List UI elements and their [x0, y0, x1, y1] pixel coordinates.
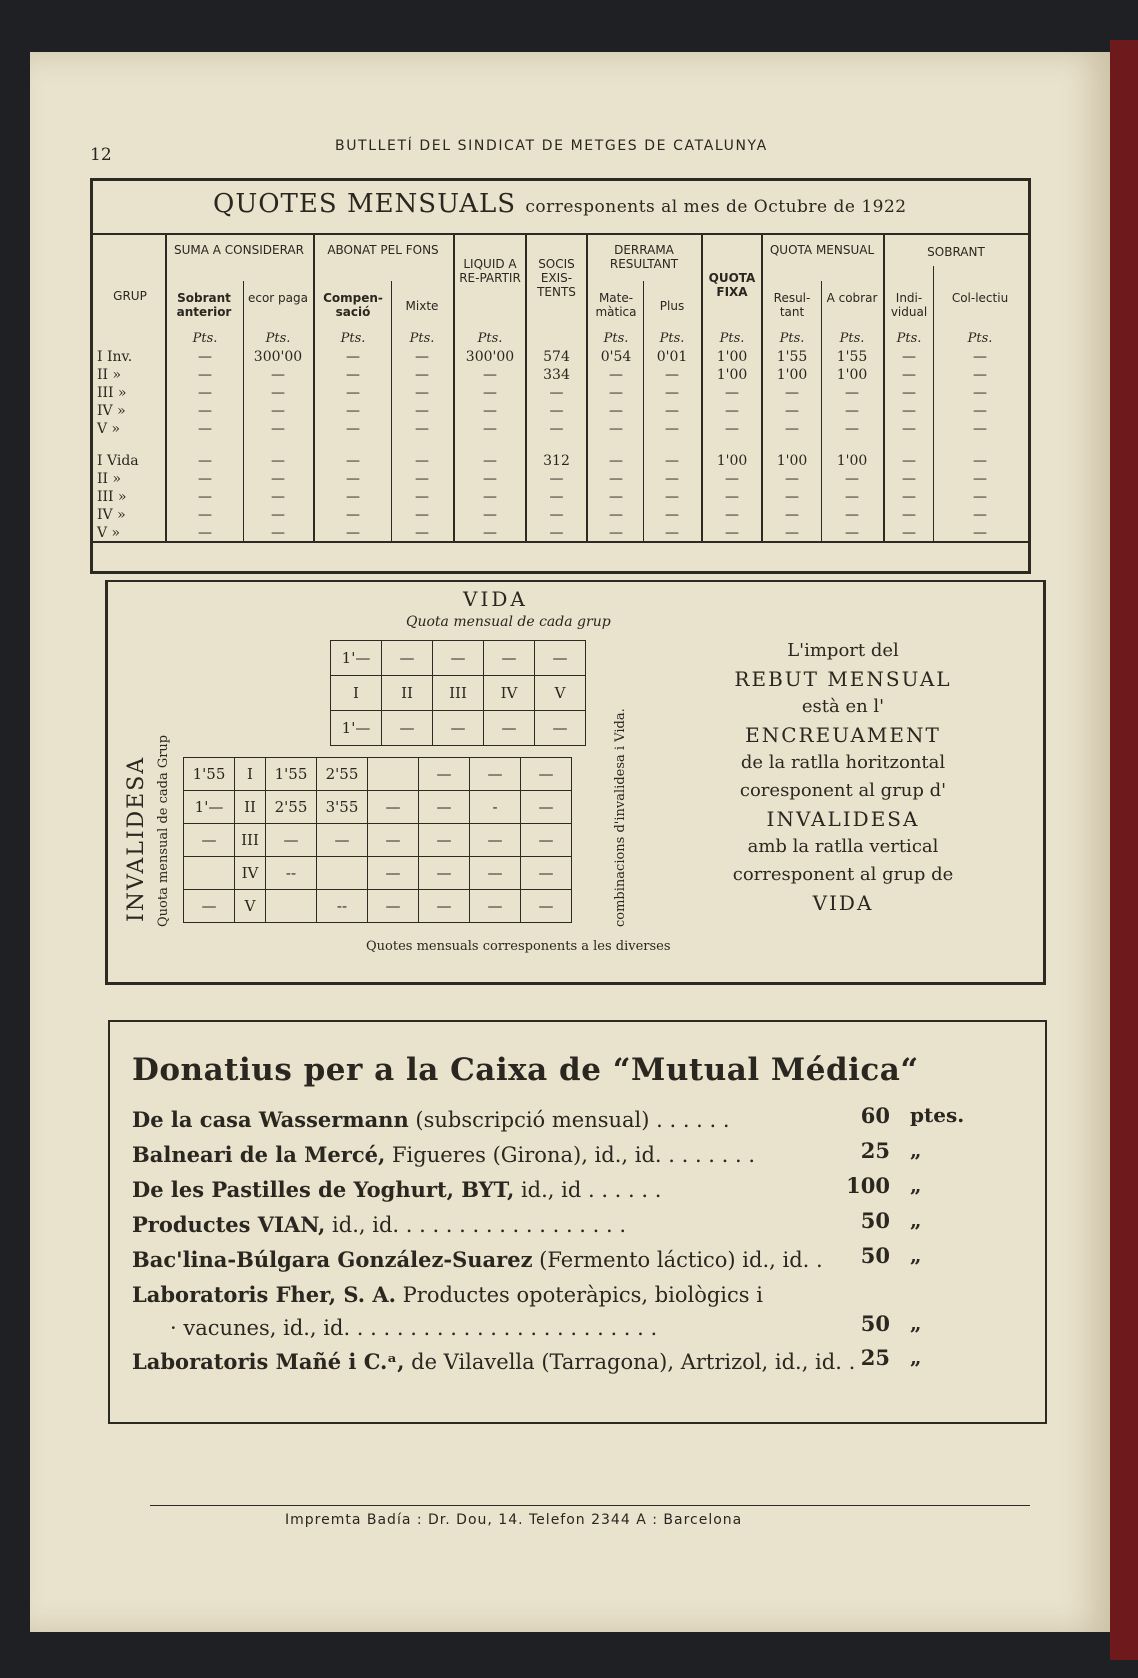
donation-amount: 100: [846, 1173, 890, 1198]
table-cell: —: [198, 525, 212, 541]
combination-cell: —: [368, 857, 419, 890]
table-cell: —: [609, 489, 623, 505]
table-cell: —: [785, 471, 799, 487]
donation-amount: 50: [860, 1243, 890, 1268]
table-cell: —: [198, 489, 212, 505]
donation-unit: „: [910, 1345, 922, 1369]
table-cell: 1'00: [716, 349, 748, 365]
col-suma: SUMA A CONSIDERAR: [174, 243, 304, 257]
combination-cell: —: [368, 791, 419, 824]
donation-unit: „: [910, 1208, 922, 1232]
table-cell: —: [973, 385, 987, 401]
table-cell: —: [973, 367, 987, 383]
table-cell: —: [665, 453, 679, 469]
table-cell: —: [845, 489, 859, 505]
row-group-label: III »: [97, 489, 127, 505]
vida-quota-cell: —: [535, 641, 586, 676]
donatiu-item: [132, 1142, 755, 1167]
explain-line: corresponent al grup de: [732, 864, 954, 885]
table-cell: —: [973, 349, 987, 365]
table-cell: —: [665, 489, 679, 505]
table-cell: —: [845, 403, 859, 419]
table-cell: —: [785, 525, 799, 541]
donation-unit: „: [910, 1173, 922, 1197]
table-cell: —: [902, 525, 916, 541]
invalidesa-group-cell: III: [235, 824, 266, 857]
vida-top-table: [330, 640, 586, 746]
combination-cell: -: [470, 791, 521, 824]
combination-cell: [317, 857, 368, 890]
row-group-label: IV »: [97, 403, 126, 419]
col-quota-mensual: QUOTA MENSUAL: [769, 243, 875, 257]
table-cell: 1'55: [836, 349, 868, 365]
unit-label: Pts.: [409, 331, 435, 346]
table-cell: 300'00: [253, 349, 303, 365]
combination-cell: --: [266, 857, 317, 890]
table-cell: —: [549, 421, 564, 437]
table-cell: —: [549, 507, 564, 523]
table-cell: —: [665, 471, 679, 487]
vida-quota-cell: —: [382, 641, 433, 676]
col-compensacio: Compen-sació: [323, 291, 383, 319]
table-cell: —: [483, 421, 497, 437]
row-group-label: I Vida: [97, 453, 139, 469]
explain-line: ENCREUAMENT: [745, 723, 941, 747]
explain-line: amb la ratlla vertical: [747, 836, 939, 857]
combination-cell: —: [521, 890, 572, 923]
table-cell: —: [902, 403, 916, 419]
running-header: BUTLLETÍ DEL SINDICAT DE METGES DE CATALUNYA: [335, 138, 768, 154]
table-cell: —: [725, 525, 739, 541]
vida-quota-cell: —: [433, 641, 484, 676]
invalidesa-quota-cell: 1'—: [184, 791, 235, 824]
table-cell: —: [483, 403, 497, 419]
table-cell: 1'55: [776, 349, 808, 365]
table-cell: —: [973, 453, 987, 469]
table-cell: —: [973, 403, 987, 419]
donor-name: De les Pastilles de Yoghurt, BYT,: [132, 1177, 515, 1202]
table-cell: —: [271, 525, 285, 541]
table-cell: —: [271, 367, 285, 383]
combination-cell: —: [419, 890, 470, 923]
table-cell: —: [549, 525, 564, 541]
donation-unit: „: [910, 1311, 922, 1335]
col-mixte: Mixte: [405, 299, 439, 313]
table-cell: —: [346, 403, 360, 419]
table-cell: —: [198, 349, 212, 365]
table-cell: —: [415, 453, 429, 469]
table-cell: —: [902, 385, 916, 401]
vida-quota-cell: —: [535, 711, 586, 746]
invalidesa-group-cell: IV: [235, 857, 266, 890]
donor-name: Balneari de la Mercé,: [132, 1142, 386, 1167]
side-caption: combinacions d'invalidesa i Vida.: [613, 708, 628, 927]
table-cell: —: [665, 525, 679, 541]
vida-group-cell: V: [535, 676, 586, 711]
donor-detail: id., id. . . . . . . . . . . . . . . . . .: [325, 1213, 627, 1237]
table-cell: —: [845, 525, 859, 541]
table-cell: 1'00: [836, 367, 868, 383]
vida-group-cell: IV: [484, 676, 535, 711]
col-matematica: Mate-màtica: [595, 291, 637, 319]
table-cell: —: [845, 385, 859, 401]
table-cell: —: [198, 507, 212, 523]
table-cell: —: [785, 507, 799, 523]
donation-amount: 25: [860, 1345, 890, 1370]
table-cell: —: [665, 367, 679, 383]
donatiu-item: [132, 1177, 661, 1202]
table-cell: —: [973, 507, 987, 523]
donation-unit: „: [910, 1138, 922, 1162]
donor-name: Bac'lina-Búlgara González-Suarez: [132, 1247, 533, 1272]
table-cell: —: [271, 471, 285, 487]
donatiu-item: [132, 1282, 763, 1307]
book-binding: [1110, 40, 1138, 1660]
table-cell: —: [271, 403, 285, 419]
table-cell: —: [271, 489, 285, 505]
table-cell: —: [415, 525, 429, 541]
table-cell: —: [609, 453, 623, 469]
table-cell: —: [271, 453, 285, 469]
combination-cell: —: [368, 824, 419, 857]
donor-name: Laboratoris Fher, S. A.: [132, 1282, 396, 1307]
table-cell: —: [483, 453, 497, 469]
donation-unit: „: [910, 1243, 922, 1267]
combination-cell: —: [419, 857, 470, 890]
table-cell: —: [271, 507, 285, 523]
vida-quota-cell: —: [382, 711, 433, 746]
table-cell: —: [609, 367, 623, 383]
table-cell: —: [549, 385, 564, 401]
table-cell: —: [725, 385, 739, 401]
unit-label: Pts.: [719, 331, 745, 346]
quotes-title: QUOTES MENSUALS corresponents al mes de Octubre de 1922: [213, 189, 907, 219]
table-cell: —: [902, 349, 916, 365]
table-cell: —: [609, 471, 623, 487]
invalidesa-group-cell: II: [235, 791, 266, 824]
donatiu-item: [132, 1212, 626, 1237]
col-plus: Plus: [659, 299, 685, 313]
donor-name: Laboratoris Mañé i C.ᵃ,: [132, 1349, 405, 1374]
combination-cell: —: [470, 824, 521, 857]
combination-cell: 2'55: [317, 758, 368, 791]
table-cell: —: [785, 403, 799, 419]
table-cell: —: [415, 349, 429, 365]
table-cell: —: [549, 489, 564, 505]
table-cell: —: [902, 489, 916, 505]
vida-quota-cell: —: [484, 641, 535, 676]
row-group-label: II »: [97, 367, 122, 383]
combination-cell: —: [470, 890, 521, 923]
table-cell: —: [549, 471, 564, 487]
table-cell: —: [271, 421, 285, 437]
table-cell: —: [973, 525, 987, 541]
table-cell: 300'00: [465, 349, 515, 365]
donor-detail: (subscripció mensual) . . . . . .: [408, 1108, 730, 1132]
combination-cell: —: [419, 758, 470, 791]
donatiu-item: [170, 1315, 657, 1340]
combination-cell: —: [521, 824, 572, 857]
table-cell: —: [198, 471, 212, 487]
table-cell: —: [346, 453, 360, 469]
invalidesa-quota-cell: —: [184, 890, 235, 923]
table-cell: —: [845, 421, 859, 437]
donation-amount: 50: [860, 1208, 890, 1233]
vida-quota-cell: —: [484, 711, 535, 746]
table-cell: —: [271, 385, 285, 401]
donor-detail: Figueres (Girona), id., id. . . . . . . .: [385, 1143, 756, 1167]
donation-amount: 60: [860, 1103, 890, 1128]
unit-label: Pts.: [659, 331, 685, 346]
table-cell: —: [483, 385, 497, 401]
table-cell: —: [902, 471, 916, 487]
table-cell: —: [725, 489, 739, 505]
unit-label: Pts.: [603, 331, 629, 346]
col-collectiu: Col-lectiu: [951, 291, 1009, 305]
table-cell: —: [725, 507, 739, 523]
vida-quota-cell: —: [433, 711, 484, 746]
col-individual: Indi-vidual: [890, 291, 928, 319]
vida-quota-cell: 1'—: [331, 641, 382, 676]
table-cell: 334: [543, 367, 570, 383]
table-cell: 1'00: [716, 453, 748, 469]
col-abonat: ABONAT PEL FONS: [327, 243, 439, 257]
donatius-box: [108, 1020, 1047, 1424]
table-cell: —: [415, 421, 429, 437]
unit-label: Pts.: [192, 331, 218, 346]
explain-line: coresponent al grup d': [739, 780, 947, 801]
vida-invalidesa-box: [105, 580, 1046, 985]
table-cell: —: [198, 367, 212, 383]
table-cell: —: [346, 367, 360, 383]
col-quota-fixa: QUOTA FIXA: [708, 271, 756, 299]
table-cell: 1'00: [776, 453, 808, 469]
vida-group-cell: I: [331, 676, 382, 711]
table-cell: 0'01: [656, 349, 688, 365]
combination-cell: —: [521, 857, 572, 890]
combination-cell: [368, 758, 419, 791]
table-cell: —: [973, 471, 987, 487]
explain-line: VIDA: [812, 891, 874, 915]
combination-cell: —: [368, 890, 419, 923]
vida-group-cell: II: [382, 676, 433, 711]
table-cell: —: [346, 385, 360, 401]
donation-amount: 50: [860, 1311, 890, 1336]
table-cell: —: [198, 421, 212, 437]
combination-cell: 3'55: [317, 791, 368, 824]
table-cell: —: [785, 385, 799, 401]
table-cell: —: [415, 489, 429, 505]
donor-detail: de Vilavella (Tarragona), Artrizol, id., id. .: [404, 1350, 856, 1374]
table-cell: —: [902, 367, 916, 383]
page-number: 12: [90, 145, 112, 165]
combination-cell: —: [317, 824, 368, 857]
explain-line: L'import del: [787, 640, 899, 661]
table-cell: —: [415, 403, 429, 419]
table-cell: —: [902, 507, 916, 523]
table-cell: 1'00: [716, 367, 748, 383]
col-socis: SOCIS EXIS-TENTS: [537, 257, 576, 299]
col-a-cobrar: A cobrar: [826, 291, 878, 305]
table-cell: —: [785, 489, 799, 505]
combination-cell: —: [266, 824, 317, 857]
table-cell: 1'00: [776, 367, 808, 383]
table-cell: —: [609, 525, 623, 541]
unit-label: Pts.: [340, 331, 366, 346]
table-cell: —: [415, 367, 429, 383]
row-group-label: II »: [97, 471, 122, 487]
combination-cell: —: [419, 824, 470, 857]
donation-amount: 25: [860, 1138, 890, 1163]
explain-line: està en l': [801, 696, 885, 717]
table-cell: —: [973, 489, 987, 505]
combination-cell: 2'55: [266, 791, 317, 824]
table-cell: —: [483, 367, 497, 383]
donatiu-item: [132, 1107, 730, 1132]
table-cell: —: [198, 385, 212, 401]
row-group-label: V »: [97, 421, 121, 437]
combination-cell: --: [317, 890, 368, 923]
table-cell: —: [665, 385, 679, 401]
table-cell: —: [973, 421, 987, 437]
row-group-label: I Inv.: [97, 349, 133, 365]
invalidesa-label: INVALIDESA: [124, 755, 149, 922]
col-ecor-paga: ecor paga: [247, 291, 308, 305]
explain-line: REBUT MENSUAL: [734, 667, 952, 691]
donatius-title: Donatius per a la Caixa de “Mutual Médica“: [132, 1052, 919, 1088]
invalidesa-quota-cell: 1'55: [184, 758, 235, 791]
donor-detail: Productes opoteràpics, biològics i: [395, 1283, 763, 1307]
table-cell: —: [665, 421, 679, 437]
table-cell: —: [902, 421, 916, 437]
table-cell: —: [483, 489, 497, 505]
vida-subtitle: Quota mensual de cada grup: [406, 614, 611, 630]
table-cell: 312: [543, 453, 570, 469]
table-cell: —: [609, 421, 623, 437]
table-cell: —: [845, 507, 859, 523]
donor-name: Productes VIAN,: [132, 1212, 326, 1237]
explain-line: de la ratlla horitzontal: [740, 752, 946, 773]
combination-cell: —: [470, 758, 521, 791]
invalidesa-group-cell: I: [235, 758, 266, 791]
combination-cell: —: [521, 758, 572, 791]
table-cell: —: [483, 507, 497, 523]
row-group-label: V »: [97, 525, 121, 541]
unit-label: Pts.: [477, 331, 503, 346]
col-sobrant: SOBRANT: [927, 245, 985, 259]
table-cell: 0'54: [600, 349, 632, 365]
vida-group-cell: III: [433, 676, 484, 711]
vida-explanation: [668, 637, 1018, 917]
unit-label: Pts.: [779, 331, 805, 346]
table-cell: —: [665, 507, 679, 523]
table-cell: —: [346, 489, 360, 505]
table-cell: —: [785, 421, 799, 437]
vida-quota-cell: 1'—: [331, 711, 382, 746]
table-cell: —: [549, 403, 564, 419]
table-cell: —: [198, 403, 212, 419]
combination-cell: [266, 890, 317, 923]
unit-label: Pts.: [896, 331, 922, 346]
col-grup: GRUP: [113, 289, 147, 303]
combination-cell: —: [419, 791, 470, 824]
table-cell: —: [346, 471, 360, 487]
col-resultant: Resul-tant: [773, 291, 811, 319]
col-sobrant-anterior: Sobrant anterior: [176, 291, 232, 319]
invalidesa-table: [183, 757, 572, 923]
table-cell: —: [845, 471, 859, 487]
vida-title: VIDA: [463, 587, 528, 611]
unit-label: Pts.: [839, 331, 865, 346]
donatiu-item: [132, 1247, 823, 1272]
unit-label: Pts.: [967, 331, 993, 346]
table-cell: —: [483, 471, 497, 487]
table-cell: —: [725, 421, 739, 437]
unit-label: Pts.: [265, 331, 291, 346]
table-cell: —: [346, 421, 360, 437]
invalidesa-subtitle: Quota mensual de cada Grup: [156, 734, 171, 927]
combination-cell: 1'55: [266, 758, 317, 791]
table-cell: —: [609, 403, 623, 419]
table-cell: —: [609, 385, 623, 401]
row-group-label: III »: [97, 385, 127, 401]
table-cell: —: [665, 403, 679, 419]
table-cell: —: [725, 403, 739, 419]
table-cell: —: [415, 471, 429, 487]
invalidesa-quota-cell: —: [184, 824, 235, 857]
invalidesa-quota-cell: [184, 857, 235, 890]
table-cell: —: [483, 525, 497, 541]
table-cell: —: [198, 453, 212, 469]
table-cell: 1'00: [836, 453, 868, 469]
table-cell: —: [346, 507, 360, 523]
donor-detail: · vacunes, id., id. . . . . . . . . . . . . . . . . . . . . . . .: [170, 1316, 658, 1340]
printer-footer: Impremta Badía : Dr. Dou, 14. Telefon 2344 A : Barcelona: [285, 1512, 743, 1528]
invalidesa-group-cell: V: [235, 890, 266, 923]
combination-cell: —: [470, 857, 521, 890]
table-cell: —: [415, 507, 429, 523]
quotes-table: [90, 178, 1031, 574]
donor-detail: id., id . . . . . .: [514, 1178, 662, 1202]
table-cell: —: [346, 525, 360, 541]
donation-unit: ptes.: [910, 1103, 965, 1127]
bottom-caption: Quotes mensuals corresponents a les diverses: [366, 939, 671, 954]
table-cell: —: [609, 507, 623, 523]
table-cell: 574: [543, 349, 570, 365]
explain-line: INVALIDESA: [766, 807, 920, 831]
table-cell: —: [725, 471, 739, 487]
table-cell: —: [902, 453, 916, 469]
donor-name: De la casa Wassermann: [132, 1107, 409, 1132]
combination-cell: —: [521, 791, 572, 824]
donatiu-item: [132, 1349, 855, 1374]
table-cell: —: [415, 385, 429, 401]
row-group-label: IV »: [97, 507, 126, 523]
col-liquid: LIQUID A RE-PARTIR: [459, 257, 521, 285]
table-cell: —: [346, 349, 360, 365]
donor-detail: (Fermento láctico) id., id. .: [532, 1248, 823, 1272]
col-derrama: DERRAMA RESULTANT: [609, 243, 679, 271]
